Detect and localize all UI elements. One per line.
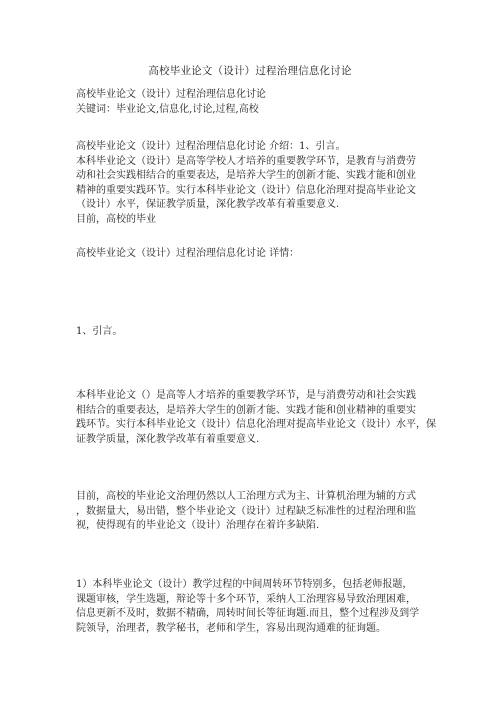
- paragraph-line: 践环节。实行本科毕业论文（设计）信息化治理对提高毕业论文（设计）水平，保: [76, 419, 436, 430]
- paragraph-line: 相结合的重要表达，是培养大学生的创新才能、实践才能和创业精神的重要实: [76, 404, 416, 416]
- intro-block: [76, 140, 428, 227]
- intro-line: （设计）水平，保证教学质量，深化教学改革有着重要意义.: [76, 199, 340, 210]
- keywords-line: 关键词：毕业论文,信息化,讨论,过程,高校: [76, 103, 259, 115]
- paragraph-line: 课题审核，学生选题，辩论等十多个环节，采纳人工治理容易导致治理困难，: [76, 593, 416, 605]
- intro-line: 动和社会实践相结合的重要表达，是培养大学生的创新才能、实践才能和创业: [76, 170, 416, 181]
- paragraph-line: 视，使得现有的毕业论文（设计）治理存在着许多缺陷.: [76, 520, 320, 531]
- intro-heading: 高校毕业论文（设计）过程治理信息化讨论 介绍：1、引言。: [76, 141, 346, 152]
- paragraph-3: [76, 578, 428, 636]
- paragraph-line: 院领导，治理者，教学秘书，老师和学生，容易出现沟通难的征询题。: [76, 622, 386, 634]
- paragraph-line: ，数据量大，易出错，整个毕业论文（设计）过程缺乏标准性的过程治理和监: [76, 505, 416, 517]
- paragraph-2: [76, 490, 428, 534]
- detail-heading: 高校毕业论文（设计）过程治理信息化讨论 详情：: [76, 248, 300, 259]
- paragraph-line: 目前，高校的毕业论文治理仍然以人工治理方式为主、计算机治理为辅的方式: [76, 491, 416, 502]
- intro-line: 目前，高校的毕业: [76, 213, 156, 225]
- paragraph-line: 1）本科毕业论文（设计）教学过程的中间周转环节特别多，包括老师报题，: [76, 579, 413, 590]
- detail-block: [76, 247, 428, 262]
- section-heading: 1、引言。: [76, 326, 123, 337]
- intro-line: 本科毕业论文（设计）是高等学校人才培养的重要教学环节，是教育与消费劳: [76, 155, 416, 167]
- header-block: [76, 88, 428, 117]
- paragraph-line: 信息更新不及时，数据不精确，周转时间长等征询题.而且，整个过程涉及到学: [76, 608, 420, 619]
- header-title: 高校毕业论文（设计）过程治理信息化讨论: [76, 89, 266, 100]
- paragraph-line: 证教学质量，深化教学改革有着重要意义.: [76, 433, 260, 445]
- document-title: 高校毕业论文（设计）过程治理信息化讨论: [148, 65, 352, 77]
- intro-line: 精神的重要实践环节。实行本科毕业论文（设计）信息化治理对提高毕业论文: [76, 184, 416, 196]
- paragraph-line: 本科毕业论文（）是高等人才培养的重要教学环节，是与消费劳动和社会实践: [76, 390, 416, 401]
- paragraph-1: [76, 389, 436, 447]
- section-heading-block: [76, 325, 428, 340]
